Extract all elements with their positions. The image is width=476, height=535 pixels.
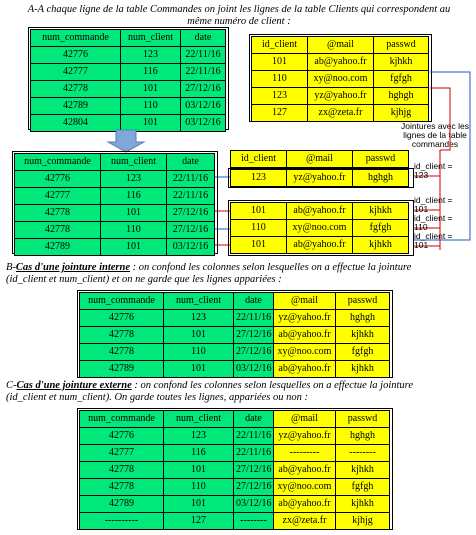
table-cell: kjhkh (336, 462, 390, 479)
section-a-title-line1: A-A chaque ligne de la table Commandes on joint les lignes de la table Clients qui correspondent au (27, 4, 451, 15)
table-cell: fgfgh (336, 479, 390, 496)
table-cell: 42789 (80, 496, 164, 513)
table-header-cell: id_client (252, 37, 308, 54)
table-cell: 22/11/16 (167, 188, 215, 205)
table-cell: 127 (252, 105, 308, 122)
table-header-cell: num_commande (80, 293, 164, 310)
table-cell: 22/11/16 (181, 64, 226, 81)
table-row (15, 188, 215, 205)
table-cell: 110 (231, 220, 287, 237)
table-cell: 22/11/16 (167, 171, 215, 188)
join-label-2: id_client = 101 (414, 195, 453, 214)
table-header-cell: num_client (164, 411, 234, 428)
clients-to-join (430, 88, 450, 150)
table-cell: 123 (164, 428, 234, 445)
table-cell: 101 (164, 361, 234, 378)
table-header-cell: num_commande (80, 411, 164, 428)
table-cell: kjhkh (353, 203, 409, 220)
joined-right-row1 (230, 169, 409, 187)
table-cell: 101 (101, 205, 167, 222)
joins-note: Jointures avec les lignes de la table commandes (400, 121, 470, 149)
join-label-4: id_client = 101 (414, 231, 453, 250)
table-cell: 03/12/16 (181, 115, 226, 132)
table-cell: zx@zeta.fr (274, 513, 336, 530)
table-header-cell: @mail (274, 293, 336, 310)
table-cell: xy@noo.com (274, 479, 336, 496)
table-header-cell: num_commande (31, 30, 121, 47)
table-cell: 42776 (80, 428, 164, 445)
table-cell: 42778 (80, 344, 164, 361)
table-header-cell: date (167, 154, 215, 171)
joined-left-table (14, 153, 215, 256)
table-cell: hghgh (336, 310, 390, 327)
table-cell: ---------- (80, 513, 164, 530)
table-cell: 27/12/16 (234, 327, 274, 344)
table-header-cell: num_client (101, 154, 167, 171)
table-cell: 42789 (80, 361, 164, 378)
table-cell: 27/12/16 (181, 81, 226, 98)
table-cell: 101 (101, 239, 167, 256)
table-cell: hghgh (353, 170, 409, 187)
table-cell: 42778 (15, 205, 101, 222)
table-cell: 22/11/16 (234, 310, 274, 327)
table-header-row (80, 411, 390, 428)
table-header-cell: @mail (308, 37, 374, 54)
table-cell: yz@yahoo.fr (287, 170, 353, 187)
section-a-title-line2: même numéro de client : (187, 16, 291, 27)
table-cell: 27/12/16 (234, 479, 274, 496)
table-row (80, 462, 390, 479)
table-row (15, 239, 215, 256)
table-cell: 123 (164, 310, 234, 327)
table-header-cell: id_client (231, 151, 287, 168)
table-cell: zx@zeta.fr (308, 105, 374, 122)
table-cell: 101 (164, 327, 234, 344)
table-cell: 03/12/16 (234, 361, 274, 378)
table-row (80, 496, 390, 513)
outer-join-table (79, 410, 390, 530)
table-cell: 42778 (80, 462, 164, 479)
table-cell: 101 (231, 237, 287, 254)
table-row (231, 203, 409, 220)
table-cell: 27/12/16 (234, 462, 274, 479)
joined-right-rows (230, 202, 409, 254)
table-cell: 42777 (15, 188, 101, 205)
table-row (15, 222, 215, 239)
join-label-1: id_client = 123 (414, 161, 453, 180)
table-row (15, 205, 215, 222)
table-cell: hghgh (374, 88, 429, 105)
inner-join-table (79, 292, 390, 378)
table-cell: ab@yahoo.fr (274, 361, 336, 378)
table-row (80, 428, 390, 445)
joined-right-header (230, 150, 409, 168)
table-cell: 101 (164, 462, 234, 479)
table-cell: 03/12/16 (181, 98, 226, 115)
section-b-text (6, 262, 472, 286)
table-cell: ab@yahoo.fr (287, 237, 353, 254)
table-cell: kjhkh (336, 327, 390, 344)
table-cell: hghgh (336, 428, 390, 445)
table-cell: 101 (164, 496, 234, 513)
table-cell: 42776 (15, 171, 101, 188)
table-row (80, 310, 390, 327)
table-cell: 110 (164, 344, 234, 361)
table-cell: 116 (101, 188, 167, 205)
table-cell: 03/12/16 (234, 496, 274, 513)
table-cell: 42778 (80, 327, 164, 344)
table-cell: 101 (121, 81, 181, 98)
table-cell: 110 (252, 71, 308, 88)
table-cell: ab@yahoo.fr (274, 496, 336, 513)
table-row (80, 344, 390, 361)
section-b-line2: (id_client et num_client) et on ne garde que les lignes appariées : (6, 274, 282, 285)
table-cell: yz@yahoo.fr (274, 310, 336, 327)
table-cell: 110 (121, 98, 181, 115)
section-c-rest: : on confond les colonnes selon lesquelles on a effectue la jointure (131, 380, 414, 391)
table-cell: 27/12/16 (167, 222, 215, 239)
section-c-prefix: C- (6, 380, 17, 391)
table-header-cell: @mail (274, 411, 336, 428)
table-cell: --------- (274, 445, 336, 462)
table-row (80, 327, 390, 344)
table-cell: ab@yahoo.fr (287, 203, 353, 220)
table-cell: kjhkh (353, 237, 409, 254)
table-cell: 101 (121, 115, 181, 132)
table-cell: kjhkh (374, 54, 429, 71)
table-cell: yz@yahoo.fr (308, 88, 374, 105)
table-cell: -------- (336, 445, 390, 462)
table-header-row (231, 151, 409, 168)
table-cell: 110 (164, 479, 234, 496)
section-b-bold: Cas d'une jointure interne (15, 262, 130, 273)
table-cell: fgfgh (336, 344, 390, 361)
table-cell: -------- (234, 513, 274, 530)
table-cell: 42804 (31, 115, 121, 132)
table-cell: 03/12/16 (167, 239, 215, 256)
table-header-cell: date (234, 293, 274, 310)
table-cell: 42789 (31, 98, 121, 115)
section-c-text (6, 380, 472, 404)
table-cell: 42778 (15, 222, 101, 239)
table-row (15, 171, 215, 188)
section-c-bold: Cas d'une jointure externe (16, 380, 132, 391)
table-row (80, 513, 390, 530)
table-row (80, 445, 390, 462)
table-cell: 110 (101, 222, 167, 239)
table-cell: 101 (252, 54, 308, 71)
table-cell: kjhjg (374, 105, 429, 122)
table-cell: 116 (164, 445, 234, 462)
table-cell: 22/11/16 (234, 428, 274, 445)
section-b-prefix: B- (6, 262, 16, 273)
table-header-cell: num_commande (15, 154, 101, 171)
table-header-cell: passwd (336, 293, 390, 310)
table-cell: 42777 (31, 64, 121, 81)
table-cell: 42789 (15, 239, 101, 256)
table-cell: 123 (252, 88, 308, 105)
table-header-cell: num_client (121, 30, 181, 47)
table-header-cell: passwd (374, 37, 429, 54)
table-cell: 27/12/16 (234, 344, 274, 361)
table-header-cell: passwd (336, 411, 390, 428)
table-header-cell: date (234, 411, 274, 428)
table-cell: 123 (101, 171, 167, 188)
table-cell: 42777 (80, 445, 164, 462)
table-row (231, 170, 409, 187)
section-c-line2: (id_client et num_client). On garde toutes les lignes, appariées ou non : (6, 392, 309, 403)
table-cell: yz@yahoo.fr (274, 428, 336, 445)
table-cell: 116 (121, 64, 181, 81)
table-cell: ab@yahoo.fr (274, 462, 336, 479)
table-row (80, 361, 390, 378)
table-header-cell: @mail (287, 151, 353, 168)
table-header-row (80, 293, 390, 310)
table-row (231, 220, 409, 237)
table-cell: kjhkh (336, 496, 390, 513)
table-row (80, 479, 390, 496)
table-cell: ab@yahoo.fr (274, 327, 336, 344)
table-cell: 22/11/16 (181, 47, 226, 64)
table-cell: 123 (231, 170, 287, 187)
table-header-row (15, 154, 215, 171)
table-header-cell: date (181, 30, 226, 47)
table-cell: 123 (121, 47, 181, 64)
table-cell: xy@noo.com (308, 71, 374, 88)
join-label-3: id_client = 110 (414, 213, 453, 232)
table-cell: 42778 (80, 479, 164, 496)
table-cell: fgfgh (374, 71, 429, 88)
table-cell: kjhjg (336, 513, 390, 530)
table-cell: 127 (164, 513, 234, 530)
section-b-rest: : on confond les colonnes selon lesquelles on a effectue la jointure (130, 262, 412, 273)
table-cell: kjhkh (336, 361, 390, 378)
table-cell: 42776 (31, 47, 121, 64)
table-cell: 101 (231, 203, 287, 220)
table-cell: xy@noo.com (274, 344, 336, 361)
table-header-cell: num_client (164, 293, 234, 310)
table-header-cell: passwd (353, 151, 409, 168)
table-cell: 27/12/16 (167, 205, 215, 222)
down-arrow-icon (108, 130, 144, 152)
table-cell: 22/11/16 (234, 445, 274, 462)
table-cell: 42778 (31, 81, 121, 98)
table-cell: 42776 (80, 310, 164, 327)
table-cell: ab@yahoo.fr (308, 54, 374, 71)
table-row (231, 237, 409, 254)
table-cell: xy@noo.com (287, 220, 353, 237)
table-cell: fgfgh (353, 220, 409, 237)
